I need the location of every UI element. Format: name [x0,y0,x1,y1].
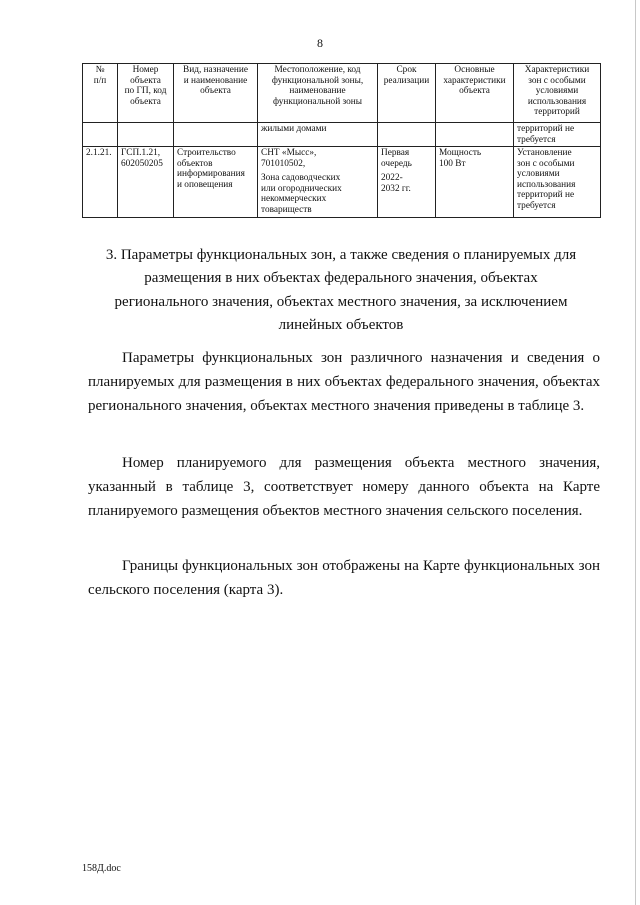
cell-zones: Установление зон с особыми условиями использования территорий не требуется [514,147,601,218]
cell-type: Строительство объектов информирования и оповещения [174,147,258,218]
cell-specs: Мощность 100 Вт [436,147,514,218]
page-edge-line [635,0,636,905]
header-cell-specs: Основные характеристики объекта [436,64,514,123]
cell-term: Первая очередь 2022- 2032 гг. [378,147,436,218]
body-paragraph: Номер планируемого для размещения объекта местного значения, указанный в таблице 3, соответствует номеру данного объекта на Карте планируемого размещения объектов местного значения сельского поселения. [88,455,600,519]
table-row-continuation [83,123,601,147]
cell-zones: территорий не требуется [514,123,601,147]
section-heading: 3. Параметры функциональных зон, а также сведения о планируемых для размещения в них объектах федерального значения, объектах регионального значения, объектах местного значения, за исключением линейных объектов [105,247,577,333]
cell-code: ГСП.1.21, 602050205 [118,147,174,218]
header-cell-num: № п/п [83,64,118,123]
cell-num: 2.1.21. [83,147,118,218]
header-cell-type: Вид, назначение и наименование объекта [174,64,258,123]
table-row [83,147,601,218]
body-paragraph: Границы функциональных зон отображены на Карте функциональных зон сельского поселения (карта 3). [88,558,600,598]
header-cell-zones: Характеристики зон с особыми условиями использования территорий [514,64,601,123]
body-paragraph: Параметры функциональных зон различного назначения и сведения о планируемых для размещения в них объектах федерального значения, объектах регионального значения, объектах местного значения приведены в таблице 3. [88,350,600,414]
page-number: 8 [317,36,323,50]
header-cell-location: Местоположение, код функциональной зоны, наименование функциональной зоны [258,64,378,123]
header-cell-term: Срок реализации [378,64,436,123]
cell-location: СНТ «Мысс», 701010502, Зона садоводческих или огороднических некоммерческих товариществ [258,147,378,218]
table-header-row [83,64,601,123]
cell-location: жилыми домами [258,123,378,147]
objects-table [82,63,601,218]
header-cell-code: Номер объекта по ГП, код объекта [118,64,174,123]
file-name-footer: 158Д.doc [82,863,121,874]
